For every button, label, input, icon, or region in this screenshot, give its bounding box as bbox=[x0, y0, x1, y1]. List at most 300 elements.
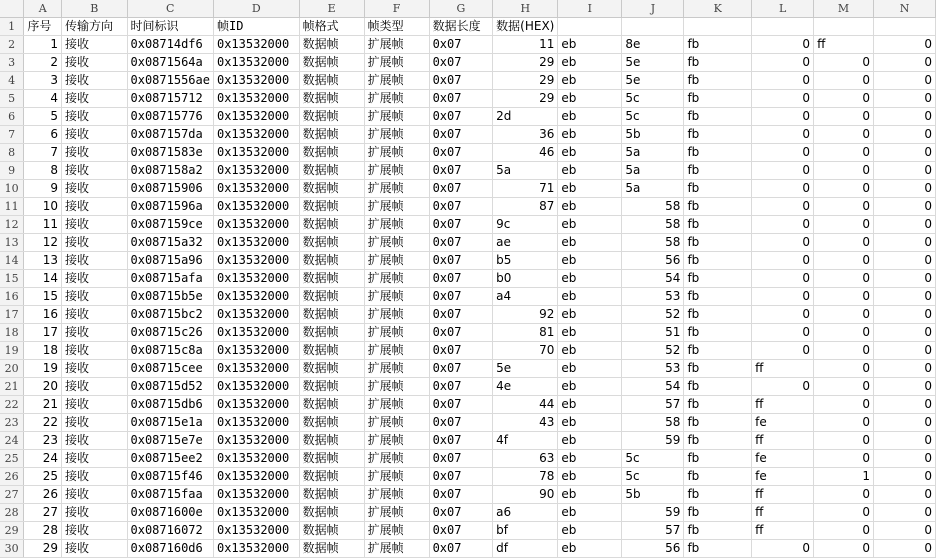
cell-g[interactable]: 0x07 bbox=[429, 288, 493, 306]
cell-i[interactable]: eb bbox=[558, 396, 622, 414]
cell-m[interactable]: 0 bbox=[814, 162, 874, 180]
column-header-c[interactable]: C bbox=[127, 0, 213, 18]
cell-c[interactable]: 0x08715bc2 bbox=[127, 306, 213, 324]
cell-f[interactable]: 扩展帧 bbox=[364, 144, 429, 162]
cell-h[interactable]: bf bbox=[493, 522, 558, 540]
row-header[interactable]: 23 bbox=[0, 414, 24, 432]
cell-h[interactable]: 44 bbox=[493, 396, 558, 414]
column-header-f[interactable]: F bbox=[364, 0, 429, 18]
cell-k[interactable]: fb bbox=[684, 54, 752, 72]
cell-a[interactable]: 20 bbox=[24, 378, 62, 396]
cell-j[interactable]: 52 bbox=[622, 306, 684, 324]
cell-j[interactable]: 52 bbox=[622, 342, 684, 360]
cell-m[interactable]: 0 bbox=[814, 72, 874, 90]
cell-n[interactable]: 0 bbox=[874, 90, 936, 108]
cell-n[interactable]: 0 bbox=[874, 378, 936, 396]
cell-l[interactable]: ff bbox=[752, 522, 814, 540]
cell-n[interactable]: 0 bbox=[874, 198, 936, 216]
cell-e[interactable]: 数据帧 bbox=[299, 216, 364, 234]
cell-e[interactable]: 数据帧 bbox=[299, 486, 364, 504]
cell-m[interactable]: 0 bbox=[814, 540, 874, 558]
cell-g[interactable]: 0x07 bbox=[429, 108, 493, 126]
cell-n[interactable]: 0 bbox=[874, 504, 936, 522]
cell-d[interactable]: 0x13532000 bbox=[213, 108, 299, 126]
cell-h[interactable]: 92 bbox=[493, 306, 558, 324]
cell-j[interactable]: 5c bbox=[622, 108, 684, 126]
cell-b[interactable]: 接收 bbox=[62, 126, 128, 144]
cell-l[interactable] bbox=[752, 18, 814, 36]
cell-a[interactable]: 19 bbox=[24, 360, 62, 378]
cell-k[interactable]: fb bbox=[684, 432, 752, 450]
row-header[interactable]: 22 bbox=[0, 396, 24, 414]
cell-m[interactable]: 0 bbox=[814, 306, 874, 324]
cell-e[interactable]: 数据帧 bbox=[299, 360, 364, 378]
cell-f[interactable]: 扩展帧 bbox=[364, 36, 429, 54]
cell-f[interactable]: 扩展帧 bbox=[364, 126, 429, 144]
cell-j[interactable]: 5c bbox=[622, 468, 684, 486]
cell-j[interactable]: 8e bbox=[622, 36, 684, 54]
cell-j[interactable]: 5a bbox=[622, 180, 684, 198]
cell-m[interactable]: 0 bbox=[814, 126, 874, 144]
cell-a[interactable]: 9 bbox=[24, 180, 62, 198]
cell-f[interactable]: 扩展帧 bbox=[364, 252, 429, 270]
cell-f[interactable]: 扩展帧 bbox=[364, 162, 429, 180]
cell-g[interactable]: 0x07 bbox=[429, 342, 493, 360]
cell-d[interactable]: 0x13532000 bbox=[213, 324, 299, 342]
cell-e[interactable]: 数据帧 bbox=[299, 180, 364, 198]
cell-h[interactable]: 70 bbox=[493, 342, 558, 360]
cell-g[interactable]: 0x07 bbox=[429, 396, 493, 414]
cell-f[interactable]: 扩展帧 bbox=[364, 72, 429, 90]
cell-a[interactable]: 21 bbox=[24, 396, 62, 414]
cell-m[interactable]: 0 bbox=[814, 108, 874, 126]
cell-c[interactable]: 0x08715b5e bbox=[127, 288, 213, 306]
cell-i[interactable]: eb bbox=[558, 216, 622, 234]
cell-h[interactable]: 4e bbox=[493, 378, 558, 396]
cell-a[interactable]: 16 bbox=[24, 306, 62, 324]
cell-f[interactable]: 扩展帧 bbox=[364, 504, 429, 522]
row-header[interactable]: 16 bbox=[0, 288, 24, 306]
cell-f[interactable]: 扩展帧 bbox=[364, 306, 429, 324]
cell-i[interactable]: eb bbox=[558, 324, 622, 342]
cell-g[interactable]: 0x07 bbox=[429, 234, 493, 252]
cell-f[interactable]: 扩展帧 bbox=[364, 378, 429, 396]
cell-n[interactable]: 0 bbox=[874, 216, 936, 234]
cell-k[interactable]: fb bbox=[684, 270, 752, 288]
cell-n[interactable]: 0 bbox=[874, 324, 936, 342]
cell-i[interactable]: eb bbox=[558, 540, 622, 558]
cell-i[interactable]: eb bbox=[558, 450, 622, 468]
cell-c[interactable]: 0x08715faa bbox=[127, 486, 213, 504]
cell-g[interactable]: 0x07 bbox=[429, 72, 493, 90]
cell-f[interactable]: 扩展帧 bbox=[364, 540, 429, 558]
cell-k[interactable]: fb bbox=[684, 126, 752, 144]
cell-l[interactable]: 0 bbox=[752, 90, 814, 108]
cell-k[interactable]: fb bbox=[684, 486, 752, 504]
cell-e[interactable]: 数据帧 bbox=[299, 198, 364, 216]
cell-k[interactable]: fb bbox=[684, 306, 752, 324]
cell-b[interactable]: 接收 bbox=[62, 396, 128, 414]
cell-b[interactable]: 接收 bbox=[62, 144, 128, 162]
cell-c[interactable]: 0x08715a32 bbox=[127, 234, 213, 252]
cell-a[interactable]: 7 bbox=[24, 144, 62, 162]
row-header[interactable]: 9 bbox=[0, 162, 24, 180]
cell-m[interactable]: 0 bbox=[814, 144, 874, 162]
cell-g[interactable]: 0x07 bbox=[429, 360, 493, 378]
cell-l[interactable]: 0 bbox=[752, 36, 814, 54]
cell-c[interactable]: 0x087159ce bbox=[127, 216, 213, 234]
cell-h[interactable]: 29 bbox=[493, 90, 558, 108]
cell-k[interactable]: fb bbox=[684, 468, 752, 486]
cell-c[interactable]: 0x08715776 bbox=[127, 108, 213, 126]
cell-a[interactable]: 2 bbox=[24, 54, 62, 72]
cell-l[interactable]: 0 bbox=[752, 126, 814, 144]
cell-n[interactable]: 0 bbox=[874, 522, 936, 540]
cell-i[interactable]: eb bbox=[558, 234, 622, 252]
row-header[interactable]: 5 bbox=[0, 90, 24, 108]
cell-d[interactable]: 帧ID bbox=[213, 18, 299, 36]
cell-g[interactable]: 0x07 bbox=[429, 432, 493, 450]
cell-a[interactable]: 10 bbox=[24, 198, 62, 216]
cell-l[interactable]: ff bbox=[752, 486, 814, 504]
cell-d[interactable]: 0x13532000 bbox=[213, 126, 299, 144]
row-header[interactable]: 2 bbox=[0, 36, 24, 54]
cell-d[interactable]: 0x13532000 bbox=[213, 234, 299, 252]
cell-a[interactable]: 6 bbox=[24, 126, 62, 144]
cell-i[interactable]: eb bbox=[558, 198, 622, 216]
cell-c[interactable]: 0x08715f46 bbox=[127, 468, 213, 486]
row-header[interactable]: 12 bbox=[0, 216, 24, 234]
cell-j[interactable]: 56 bbox=[622, 252, 684, 270]
cell-k[interactable]: fb bbox=[684, 522, 752, 540]
cell-j[interactable]: 5a bbox=[622, 144, 684, 162]
row-header[interactable]: 26 bbox=[0, 468, 24, 486]
row-header[interactable]: 3 bbox=[0, 54, 24, 72]
cell-n[interactable]: 0 bbox=[874, 126, 936, 144]
cell-g[interactable]: 0x07 bbox=[429, 36, 493, 54]
cell-l[interactable]: 0 bbox=[752, 378, 814, 396]
cell-m[interactable]: 0 bbox=[814, 522, 874, 540]
cell-g[interactable]: 0x07 bbox=[429, 324, 493, 342]
cell-d[interactable]: 0x13532000 bbox=[213, 414, 299, 432]
cell-k[interactable]: fb bbox=[684, 108, 752, 126]
cell-c[interactable]: 0x08714df6 bbox=[127, 36, 213, 54]
cell-h[interactable]: 87 bbox=[493, 198, 558, 216]
cell-j[interactable]: 54 bbox=[622, 378, 684, 396]
row-header[interactable]: 24 bbox=[0, 432, 24, 450]
cell-l[interactable]: 0 bbox=[752, 108, 814, 126]
cell-a[interactable]: 26 bbox=[24, 486, 62, 504]
cell-b[interactable]: 接收 bbox=[62, 342, 128, 360]
cell-c[interactable]: 0x08715906 bbox=[127, 180, 213, 198]
cell-i[interactable]: eb bbox=[558, 270, 622, 288]
cell-n[interactable]: 0 bbox=[874, 468, 936, 486]
row-header[interactable]: 25 bbox=[0, 450, 24, 468]
cell-k[interactable]: fb bbox=[684, 234, 752, 252]
cell-b[interactable]: 接收 bbox=[62, 198, 128, 216]
cell-l[interactable]: 0 bbox=[752, 198, 814, 216]
cell-l[interactable]: 0 bbox=[752, 306, 814, 324]
cell-c[interactable]: 0x08715a96 bbox=[127, 252, 213, 270]
column-header-a[interactable]: A bbox=[24, 0, 62, 18]
cell-m[interactable]: 0 bbox=[814, 324, 874, 342]
cell-h[interactable]: 11 bbox=[493, 36, 558, 54]
cell-h[interactable]: b5 bbox=[493, 252, 558, 270]
cell-g[interactable]: 0x07 bbox=[429, 486, 493, 504]
cell-f[interactable]: 扩展帧 bbox=[364, 360, 429, 378]
column-header-h[interactable]: H bbox=[493, 0, 558, 18]
cell-n[interactable] bbox=[874, 18, 936, 36]
cell-i[interactable]: eb bbox=[558, 126, 622, 144]
cell-k[interactable]: fb bbox=[684, 378, 752, 396]
cell-k[interactable]: fb bbox=[684, 36, 752, 54]
cell-l[interactable]: ff bbox=[752, 360, 814, 378]
cell-j[interactable]: 5e bbox=[622, 72, 684, 90]
cell-e[interactable]: 数据帧 bbox=[299, 414, 364, 432]
cell-c[interactable]: 0x087160d6 bbox=[127, 540, 213, 558]
row-header[interactable]: 10 bbox=[0, 180, 24, 198]
cell-j[interactable]: 5c bbox=[622, 450, 684, 468]
cell-c[interactable]: 0x087157da bbox=[127, 126, 213, 144]
cell-f[interactable]: 扩展帧 bbox=[364, 54, 429, 72]
cell-a[interactable]: 25 bbox=[24, 468, 62, 486]
cell-m[interactable]: 0 bbox=[814, 504, 874, 522]
cell-d[interactable]: 0x13532000 bbox=[213, 342, 299, 360]
cell-n[interactable]: 0 bbox=[874, 162, 936, 180]
cell-i[interactable]: eb bbox=[558, 288, 622, 306]
cell-f[interactable]: 扩展帧 bbox=[364, 180, 429, 198]
cell-h[interactable]: 5a bbox=[493, 162, 558, 180]
column-header-j[interactable]: J bbox=[622, 0, 684, 18]
cell-f[interactable]: 扩展帧 bbox=[364, 234, 429, 252]
cell-n[interactable]: 0 bbox=[874, 234, 936, 252]
cell-g[interactable]: 0x07 bbox=[429, 468, 493, 486]
cell-b[interactable]: 接收 bbox=[62, 162, 128, 180]
cell-l[interactable]: ff bbox=[752, 396, 814, 414]
cell-j[interactable]: 57 bbox=[622, 522, 684, 540]
cell-i[interactable]: eb bbox=[558, 432, 622, 450]
cell-c[interactable]: 0x08715c26 bbox=[127, 324, 213, 342]
cell-i[interactable]: eb bbox=[558, 378, 622, 396]
cell-k[interactable]: fb bbox=[684, 324, 752, 342]
cell-h[interactable]: a6 bbox=[493, 504, 558, 522]
cell-i[interactable]: eb bbox=[558, 90, 622, 108]
cell-b[interactable]: 接收 bbox=[62, 216, 128, 234]
cell-g[interactable]: 0x07 bbox=[429, 306, 493, 324]
cell-h[interactable]: df bbox=[493, 540, 558, 558]
cell-a[interactable]: 12 bbox=[24, 234, 62, 252]
cell-a[interactable]: 14 bbox=[24, 270, 62, 288]
cell-c[interactable]: 0x08715db6 bbox=[127, 396, 213, 414]
cell-m[interactable]: 1 bbox=[814, 468, 874, 486]
cell-k[interactable]: fb bbox=[684, 396, 752, 414]
cell-j[interactable]: 5b bbox=[622, 126, 684, 144]
column-header-d[interactable]: D bbox=[213, 0, 299, 18]
cell-j[interactable]: 53 bbox=[622, 288, 684, 306]
cell-d[interactable]: 0x13532000 bbox=[213, 54, 299, 72]
cell-b[interactable]: 接收 bbox=[62, 108, 128, 126]
cell-e[interactable]: 数据帧 bbox=[299, 252, 364, 270]
cell-d[interactable]: 0x13532000 bbox=[213, 198, 299, 216]
cell-m[interactable]: ff bbox=[814, 36, 874, 54]
cell-i[interactable]: eb bbox=[558, 342, 622, 360]
cell-m[interactable] bbox=[814, 18, 874, 36]
cell-f[interactable]: 扩展帧 bbox=[364, 432, 429, 450]
cell-j[interactable] bbox=[622, 18, 684, 36]
cell-k[interactable]: fb bbox=[684, 414, 752, 432]
cell-k[interactable]: fb bbox=[684, 252, 752, 270]
cell-h[interactable]: 4f bbox=[493, 432, 558, 450]
cell-j[interactable]: 5b bbox=[622, 486, 684, 504]
cell-c[interactable]: 0x08715c8a bbox=[127, 342, 213, 360]
cell-b[interactable]: 传输方向 bbox=[62, 18, 128, 36]
cell-k[interactable]: fb bbox=[684, 540, 752, 558]
cell-a[interactable]: 29 bbox=[24, 540, 62, 558]
row-header[interactable]: 20 bbox=[0, 360, 24, 378]
cell-l[interactable]: 0 bbox=[752, 270, 814, 288]
cell-h[interactable]: 63 bbox=[493, 450, 558, 468]
cell-i[interactable]: eb bbox=[558, 162, 622, 180]
cell-e[interactable]: 数据帧 bbox=[299, 540, 364, 558]
cell-m[interactable]: 0 bbox=[814, 90, 874, 108]
cell-f[interactable]: 扩展帧 bbox=[364, 90, 429, 108]
cell-d[interactable]: 0x13532000 bbox=[213, 270, 299, 288]
cell-e[interactable]: 数据帧 bbox=[299, 342, 364, 360]
cell-a[interactable]: 1 bbox=[24, 36, 62, 54]
row-header[interactable]: 17 bbox=[0, 306, 24, 324]
cell-b[interactable]: 接收 bbox=[62, 504, 128, 522]
cell-f[interactable]: 扩展帧 bbox=[364, 198, 429, 216]
cell-m[interactable]: 0 bbox=[814, 216, 874, 234]
cell-b[interactable]: 接收 bbox=[62, 234, 128, 252]
cell-i[interactable]: eb bbox=[558, 144, 622, 162]
cell-d[interactable]: 0x13532000 bbox=[213, 72, 299, 90]
cell-e[interactable]: 数据帧 bbox=[299, 432, 364, 450]
cell-c[interactable]: 0x08715e7e bbox=[127, 432, 213, 450]
column-header-b[interactable]: B bbox=[62, 0, 128, 18]
cell-n[interactable]: 0 bbox=[874, 288, 936, 306]
cell-g[interactable]: 0x07 bbox=[429, 180, 493, 198]
cell-n[interactable]: 0 bbox=[874, 414, 936, 432]
cell-b[interactable]: 接收 bbox=[62, 360, 128, 378]
row-header[interactable]: 1 bbox=[0, 18, 24, 36]
row-header[interactable]: 30 bbox=[0, 540, 24, 558]
cell-e[interactable]: 数据帧 bbox=[299, 234, 364, 252]
cell-g[interactable]: 0x07 bbox=[429, 270, 493, 288]
cell-j[interactable]: 53 bbox=[622, 360, 684, 378]
cell-l[interactable]: 0 bbox=[752, 252, 814, 270]
cell-e[interactable]: 数据帧 bbox=[299, 288, 364, 306]
cell-k[interactable]: fb bbox=[684, 72, 752, 90]
cell-h[interactable]: 78 bbox=[493, 468, 558, 486]
cell-d[interactable]: 0x13532000 bbox=[213, 522, 299, 540]
cell-e[interactable]: 数据帧 bbox=[299, 306, 364, 324]
cell-m[interactable]: 0 bbox=[814, 180, 874, 198]
cell-b[interactable]: 接收 bbox=[62, 432, 128, 450]
cell-n[interactable]: 0 bbox=[874, 306, 936, 324]
row-header[interactable]: 29 bbox=[0, 522, 24, 540]
cell-c[interactable]: 0x087158a2 bbox=[127, 162, 213, 180]
cell-m[interactable]: 0 bbox=[814, 396, 874, 414]
cell-i[interactable]: eb bbox=[558, 468, 622, 486]
cell-h[interactable]: ae bbox=[493, 234, 558, 252]
cell-c[interactable]: 0x0871596a bbox=[127, 198, 213, 216]
cell-h[interactable]: a4 bbox=[493, 288, 558, 306]
cell-l[interactable]: 0 bbox=[752, 144, 814, 162]
cell-e[interactable]: 数据帧 bbox=[299, 504, 364, 522]
row-header[interactable]: 21 bbox=[0, 378, 24, 396]
cell-g[interactable]: 0x07 bbox=[429, 198, 493, 216]
cell-l[interactable]: fe bbox=[752, 468, 814, 486]
cell-m[interactable]: 0 bbox=[814, 54, 874, 72]
cell-e[interactable]: 数据帧 bbox=[299, 108, 364, 126]
cell-f[interactable]: 扩展帧 bbox=[364, 342, 429, 360]
row-header[interactable]: 8 bbox=[0, 144, 24, 162]
cell-b[interactable]: 接收 bbox=[62, 378, 128, 396]
cell-d[interactable]: 0x13532000 bbox=[213, 360, 299, 378]
cell-d[interactable]: 0x13532000 bbox=[213, 36, 299, 54]
cell-l[interactable]: 0 bbox=[752, 54, 814, 72]
cell-m[interactable]: 0 bbox=[814, 342, 874, 360]
cell-i[interactable]: eb bbox=[558, 252, 622, 270]
cell-a[interactable]: 22 bbox=[24, 414, 62, 432]
cell-f[interactable]: 扩展帧 bbox=[364, 270, 429, 288]
column-header-k[interactable]: K bbox=[684, 0, 752, 18]
cell-n[interactable]: 0 bbox=[874, 450, 936, 468]
cell-f[interactable]: 扩展帧 bbox=[364, 486, 429, 504]
cell-g[interactable]: 0x07 bbox=[429, 144, 493, 162]
cell-c[interactable]: 0x08715cee bbox=[127, 360, 213, 378]
cell-n[interactable]: 0 bbox=[874, 396, 936, 414]
cell-i[interactable]: eb bbox=[558, 180, 622, 198]
cell-m[interactable]: 0 bbox=[814, 360, 874, 378]
cell-l[interactable]: 0 bbox=[752, 234, 814, 252]
cell-j[interactable]: 5c bbox=[622, 90, 684, 108]
cell-g[interactable]: 0x07 bbox=[429, 378, 493, 396]
cell-g[interactable]: 0x07 bbox=[429, 540, 493, 558]
cell-n[interactable]: 0 bbox=[874, 432, 936, 450]
row-header[interactable]: 13 bbox=[0, 234, 24, 252]
cell-m[interactable]: 0 bbox=[814, 432, 874, 450]
cell-f[interactable]: 扩展帧 bbox=[364, 288, 429, 306]
cell-k[interactable] bbox=[684, 18, 752, 36]
cell-m[interactable]: 0 bbox=[814, 288, 874, 306]
cell-i[interactable] bbox=[558, 18, 622, 36]
cell-l[interactable]: 0 bbox=[752, 324, 814, 342]
cell-d[interactable]: 0x13532000 bbox=[213, 216, 299, 234]
cell-m[interactable]: 0 bbox=[814, 450, 874, 468]
cell-g[interactable]: 0x07 bbox=[429, 450, 493, 468]
cell-g[interactable]: 0x07 bbox=[429, 162, 493, 180]
cell-d[interactable]: 0x13532000 bbox=[213, 90, 299, 108]
cell-a[interactable]: 23 bbox=[24, 432, 62, 450]
cell-k[interactable]: fb bbox=[684, 504, 752, 522]
cell-b[interactable]: 接收 bbox=[62, 54, 128, 72]
cell-l[interactable]: 0 bbox=[752, 342, 814, 360]
cell-b[interactable]: 接收 bbox=[62, 90, 128, 108]
cell-h[interactable]: 90 bbox=[493, 486, 558, 504]
cell-l[interactable]: ff bbox=[752, 432, 814, 450]
cell-j[interactable]: 5e bbox=[622, 54, 684, 72]
cell-e[interactable]: 数据帧 bbox=[299, 162, 364, 180]
cell-n[interactable]: 0 bbox=[874, 72, 936, 90]
cell-b[interactable]: 接收 bbox=[62, 72, 128, 90]
cell-d[interactable]: 0x13532000 bbox=[213, 180, 299, 198]
cell-i[interactable]: eb bbox=[558, 504, 622, 522]
cell-d[interactable]: 0x13532000 bbox=[213, 162, 299, 180]
cell-e[interactable]: 帧格式 bbox=[299, 18, 364, 36]
cell-e[interactable]: 数据帧 bbox=[299, 450, 364, 468]
